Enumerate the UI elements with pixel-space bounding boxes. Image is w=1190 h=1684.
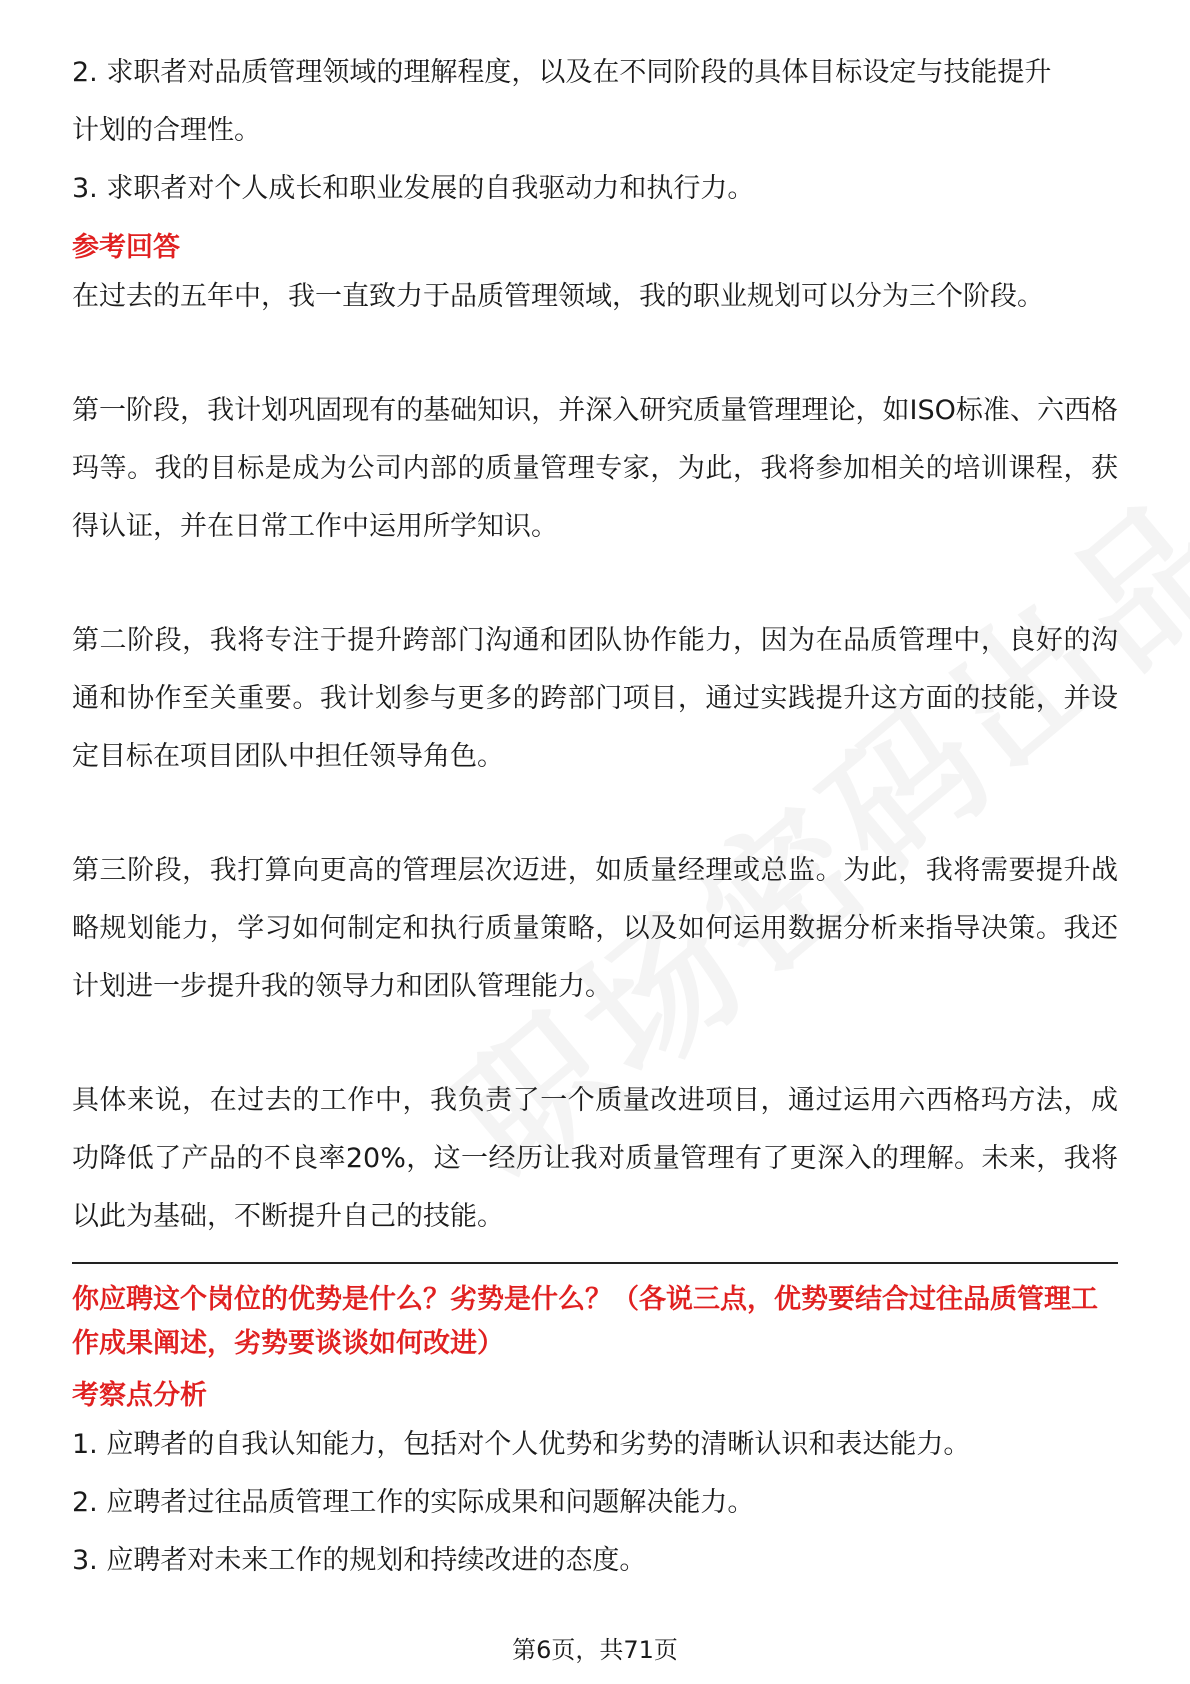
analysis-item: 1. 应聘者的自我认知能力，包括对个人优势和劣势的清晰认识和表达能力。: [72, 1429, 971, 1460]
document-page: [72, 44, 1118, 1590]
list-item-continued: 计划的合理性。: [72, 115, 261, 146]
analysis-heading: 考察点分析: [72, 1380, 207, 1411]
section-divider: [72, 1262, 1118, 1264]
analysis-item: 2. 应聘者过往品质管理工作的实际成果和问题解决能力。: [72, 1487, 755, 1518]
answer-heading: 参考回答: [72, 232, 180, 263]
paragraph-stage-two: 第二阶段，我将专注于提升跨部门沟通和团队协作能力，因为在品质管理中，良好的沟通和协作至关重要。我计划参与更多的跨部门项目，通过实践提升这方面的技能，并设定目标在项目团队中担任领导角色。: [72, 625, 1118, 772]
paragraph-stage-one: 第一阶段，我计划巩固现有的基础知识，并深入研究质量管理理论，如ISO标准、六西格玛等。我的目标是成为公司内部的质量管理专家，为此，我将参加相关的培训课程，获得认证，并在日常工作中运用所学知识。: [72, 395, 1118, 542]
interview-question: 你应聘这个岗位的优势是什么？劣势是什么？（各说三点，优势要结合过往品质管理工作成果阐述，劣势要谈谈如何改进）: [72, 1284, 1098, 1359]
paragraph-stage-three: 第三阶段，我打算向更高的管理层次迈进，如质量经理或总监。为此，我将需要提升战略规划能力，学习如何制定和执行质量策略，以及如何运用数据分析来指导决策。我还计划进一步提升我的领导力和团队管理能力。: [72, 855, 1118, 1002]
list-item: 3. 求职者对个人成长和职业发展的自我驱动力和执行力。: [72, 173, 755, 204]
analysis-item: 3. 应聘者对未来工作的规划和持续改进的态度。: [72, 1545, 647, 1576]
answer-intro: 在过去的五年中，我一直致力于品质管理领域，我的职业规划可以分为三个阶段。: [72, 281, 1044, 312]
page-footer: 第6页，共71页: [512, 1636, 678, 1664]
list-item: 2. 求职者对品质管理领域的理解程度，以及在不同阶段的具体目标设定与技能提升: [72, 57, 1052, 88]
paragraph-example: 具体来说，在过去的工作中，我负责了一个质量改进项目，通过运用六西格玛方法，成功降低了产品的不良率20%，这一经历让我对质量管理有了更深入的理解。未来，我将以此为基础，不断提升自己的技能。: [72, 1085, 1118, 1232]
